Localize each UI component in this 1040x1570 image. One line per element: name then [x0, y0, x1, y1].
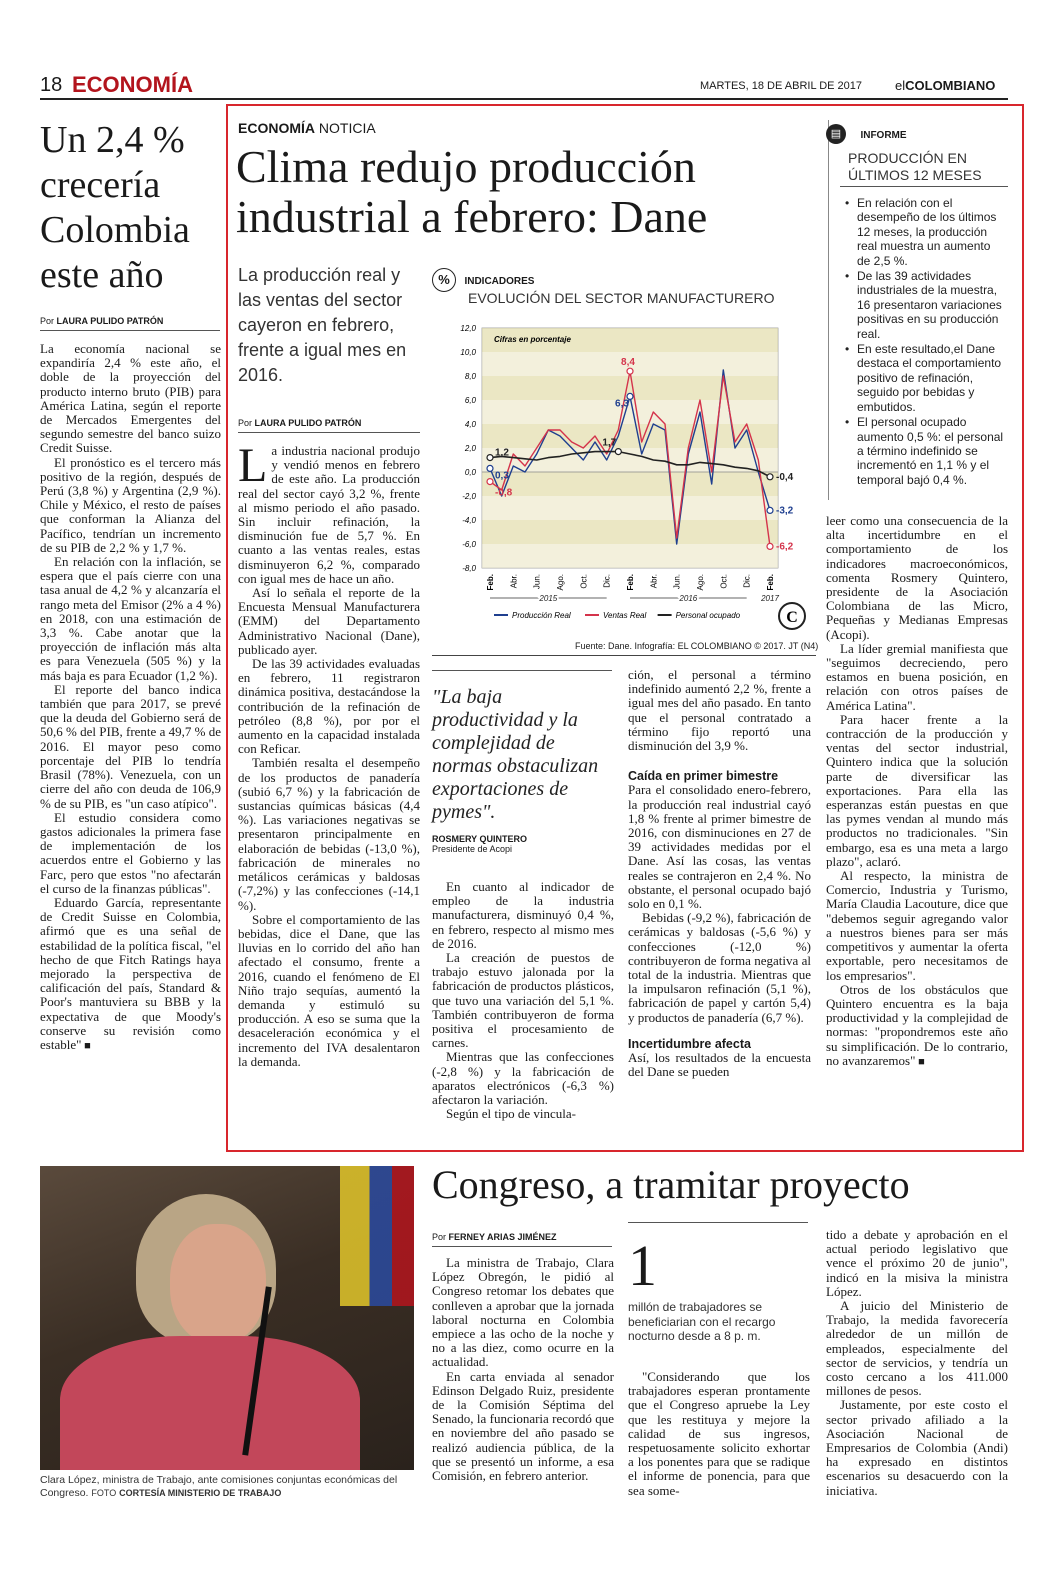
- list-item: • El personal ocupado aumento 0,5 %: el personal a término indefinido se incrementó en 1,1 % y el temporal bajó 0,4 %.: [845, 415, 1007, 487]
- list-item: • En este resultado,el Dane destaca el comportamiento positivo de refinación, seguido por bebidas y embutidos.: [845, 342, 1007, 414]
- bottom-col-3: [826, 1228, 1008, 1510]
- data-label: -3,2: [776, 505, 794, 517]
- main-summary: La producción real y las ventas del sector cayeron en febrero, frente a igual mes en 2016.: [238, 265, 407, 385]
- main-headline: Clima redujo producción industrial a febrero: Dane: [236, 141, 708, 242]
- document-icon: ▤: [826, 124, 846, 144]
- data-point: [767, 474, 773, 480]
- data-point: [767, 507, 773, 513]
- bottom-byline-rule: [432, 1246, 612, 1247]
- subhead: Caída en primer bimestre: [628, 769, 779, 784]
- page-number: 18: [40, 74, 63, 96]
- year-label: 2016: [679, 594, 698, 603]
- photo-caption: [40, 1474, 414, 1500]
- paragraph: El reporte del banco indica también que para 2017, se prevé que la deuda del Gobierno será de 50,6 % del PIB, frente a 49,7 % de 2016. El mayor peso como porcentaje del PIB lo tendría Brasil (78%). Venezuela, con un cierre del año con deuda de 106,9 % de su PIB, es "un caso atípico".: [40, 681, 221, 811]
- y-tick-label: -8,0: [462, 564, 476, 573]
- paragraph: Eduardo García, representante de Credit Suisse en Colombia, afirmó que es una señal de estabilidad de la política fiscal, "el hecho de que Fitch Ratings haya mejorado la perspectiva de calificación del país, Standard & Poor's mantuviera su BBB y la expectativa de que Moody's conserve su revisión como estable" ■: [40, 896, 221, 1053]
- byline-name: LAURA PULIDO PATRÓN: [254, 418, 362, 428]
- paragraph: En cuanto al indicador de empleo de la industria manufacturera, disminuyó 0,4 %, en febrero, respecto al mismo mes de 2016.: [432, 880, 614, 951]
- quote-role: Presidente de Acopi: [432, 844, 513, 854]
- left-byline-rule: [40, 330, 220, 331]
- paragraph: Así lo señala el reporte de la Encuesta Mensual Manufacturera (EMM) del Departamento Administrativo Nacional (Dane), publicado ayer.: [238, 585, 420, 657]
- paragraph: En carta enviada al senador Edinson Delgado Ruiz, presidente de la Comisión Séptima del Senado, la funcionaria recordó que en noviembre del año pasado se realizó audiencia pública, de la que se presentó un informe, a esa Comisión, en febrero anterior.: [432, 1368, 614, 1484]
- article-photo: [40, 1166, 414, 1470]
- publisher-logo-glyph: C: [786, 609, 798, 626]
- main-kicker: [238, 120, 376, 136]
- left-article-body: [40, 342, 221, 1132]
- chart-inner-label: Cifras en porcentaje: [494, 335, 571, 344]
- bottom-byline: [432, 1232, 557, 1242]
- data-point: [487, 465, 493, 471]
- year-label: 2017: [761, 594, 779, 603]
- drop-cap: L: [238, 444, 268, 492]
- pull-quote-rule: [432, 670, 612, 671]
- section-title: ECONOMÍA: [72, 72, 193, 97]
- pull-quote: [432, 670, 612, 854]
- data-label: -6,2: [776, 541, 794, 553]
- paragraph: La economía nacional se expandiría 2,4 % este año, el doble de la proyección del producto interno bruto (PIB) para América Latina, según el reporte de Mercados Emergentes del segundo semestre del banco suizo Credit Suisse.: [40, 342, 221, 456]
- paragraph: Bebidas (-9,2 %), fabricación de cerámicas y baldosas (-5,6 %) y confecciones (-12,0 %) contribuyeron de forma negativa al total de la industria. Mientras que la impulsaron refinación (5,1 %), fabricación de papel y cartón 5,4) y productos de panadería (6,7 %).: [628, 910, 811, 1025]
- paragraph: Para hacer frente a la contracción de la producción y ventas del sector industrial, Quintero indica que la solución parte de diversificar las exportaciones. Para ella las esperanzas están puestas en que las pymes vendan al mundo más productos no tradicionales. "Sin embargo, esa es una meta a largo plazo", aclaró.: [826, 711, 1008, 869]
- paragraph: La creación de puestos de trabajo estuvo jalonada por la fabricación de productos plásticos, que tuvo una variación del 5,1 %. También contribuyeron de forma positiva el procesamiento de carnes.: [432, 950, 614, 1051]
- paragraph: En relación con la inflación, se espera que el país cierre con una tasa anual de 4,2 % y alcanzaría el rango meta del Emisor (2% a 4 %) en 2018, con una estimación de 3,3 %. Cabe anotar que la proyección de inflación más alta es para Venezuela (505 %) y la más baja es para Ecuador (1,2 %).: [40, 554, 221, 683]
- byline-prefix: Por: [40, 316, 55, 326]
- y-tick-label: 12,0: [460, 324, 476, 333]
- x-tick-label: Feb.: [766, 574, 775, 591]
- masthead-logo: [895, 78, 995, 93]
- x-tick-label: Feb.: [486, 574, 495, 591]
- main-col-1: [238, 444, 420, 1134]
- grid-band: [482, 400, 778, 424]
- main-byline-rule: [238, 432, 420, 433]
- data-point: [627, 368, 633, 374]
- paragraph: leer como una consecuencia de la alta incertidumbre en el comportamiento de los indicadores macroeconómicos, comenta Rosmery Quintero, presidente de la Asociación Colombiana de las Micro, Pequeñas y Medianas Empresas (Acopi).: [826, 514, 1008, 642]
- main-col-2: [432, 880, 614, 1134]
- x-tick-label: Oct.: [579, 574, 589, 589]
- subhead: Incertidumbre afecta: [628, 1036, 751, 1051]
- big-number-text: millón de trabajadores se beneficiarian con el recargo nocturno desde a 8 p. m.: [628, 1300, 776, 1343]
- infobox-header: [826, 124, 907, 144]
- paragraph: El pronóstico es el tercero más positivo de la región, después de Perú (3,8 %) y Argentina (2,9 %). Chile y México, el resto de países que conforman la Alianza del Pacífico, tendrían un incremento de su PIB de 2,2 % y 1,7 %.: [40, 454, 221, 555]
- x-tick-label: Dic.: [742, 574, 752, 588]
- grid-band: [482, 544, 778, 568]
- y-tick-label: 6,0: [464, 396, 476, 405]
- percent-icon: %: [432, 268, 456, 292]
- paragraph: De las 39 actividades evaluadas en febrero, 11 registraron dinámica positiva, destacándose la contribución de la refinación de petróleo (8,8 %), por por el aumento en la capacidad instalada con Reficar.: [238, 656, 420, 757]
- x-tick-label: Feb.: [626, 574, 635, 591]
- data-label: 1,2: [495, 447, 509, 459]
- byline-name: FERNEY ARIAS JIMÉNEZ: [448, 1232, 557, 1242]
- x-tick-label: Abr.: [509, 574, 519, 589]
- main-col-4: [826, 514, 1008, 1134]
- y-tick-label: 10,0: [460, 348, 476, 357]
- paragraph: El estudio considera como gastos adicionales la primera fase de implementación de los acuerdos entre el Gobierno y las Farc, pero que estos "no afectarán el curso de la finanzas públicas".: [40, 809, 221, 896]
- bottom-headline: Congreso, a tramitar proyecto: [432, 1162, 910, 1207]
- x-tick-label: Jun.: [672, 574, 682, 590]
- list-item: • De las 39 actividades industriales de la muestra, 16 presentaron variaciones positivas en su producción real.: [845, 269, 1007, 341]
- chart-bottom-rule: [432, 655, 816, 656]
- grid-band: [482, 520, 778, 544]
- paragraph: La líder gremial manifiesta que "seguimos decreciendo, pero estamos en buena posición, en relación con otros países de América Latina".: [826, 640, 1008, 713]
- y-tick-label: -4,0: [462, 516, 476, 525]
- data-point: [767, 543, 773, 549]
- photo-person-face: [170, 1224, 266, 1344]
- caption-text: Clara López, ministra de Trabajo, ante comisiones conjuntas económicas del Congreso.: [40, 1474, 398, 1499]
- y-tick-label: -2,0: [462, 492, 476, 501]
- infobox-list: [845, 196, 1007, 488]
- byline-name: LAURA PULIDO PATRÓN: [56, 316, 164, 326]
- paragraph: Así, los resultados de la encuesta del Dane se pueden: [628, 1050, 811, 1080]
- paragraph: La ministra de Trabajo, Clara López Obregón, le pidió al Congreso retomar los debates que conlleven a aprobar que la jornada laboral nocturna en Colombia empiece a las ocho de la noche y no a las diez, como ocurre en la actualidad.: [432, 1256, 614, 1370]
- data-point: [487, 455, 493, 461]
- x-tick-label: Ago.: [556, 574, 565, 591]
- byline-prefix: Por: [432, 1232, 447, 1242]
- x-tick-label: Dic.: [602, 574, 612, 588]
- bottom-col-2: [628, 1370, 810, 1508]
- bottom-col-1: [432, 1256, 614, 1508]
- main-byline: [238, 418, 361, 428]
- data-point: [487, 479, 493, 485]
- masthead-prefix: el: [895, 78, 906, 93]
- paragraph: También resalta el desempeño de los productos de panadería (subió 6,7 %) y la fabricación de sustancias químicas básicas (4,4 %). Las variaciones negativas se presentaron principalmente en elaboración de bebidas (-13,0 %), fabricación de minerales no metálicos cerámicas y baldosas (-7,2%) y las confecciones (-14,1 %).: [238, 755, 420, 913]
- left-headline: Un 2,4 % crecería Colombia este año: [40, 119, 190, 296]
- photo-credit: CORTESÍA MINISTERIO DE TRABAJO: [119, 1488, 282, 1498]
- data-label: -0,4: [776, 471, 794, 483]
- photo-credit-prefix: FOTO: [91, 1488, 117, 1498]
- legend-label: Ventas Real: [603, 611, 647, 620]
- chart-source: Fuente: Dane. Infografía: EL COLOMBIANO © 2017. JT (N4): [575, 641, 819, 651]
- paragraph: Para el consolidado enero-febrero, la producción real industrial cayó 1,8 % frente al primer bimestre de 2016, con disminuciones en 27 de 39 actividades medidas por el Dane. Así las cosas, las ventas reales se contrajeron en 2,4 %. No obstante, el personal ocupado bajó solo en 0,1 %.: [628, 782, 811, 912]
- data-label: -0,8: [495, 487, 513, 499]
- chart-title: EVOLUCIÓN DEL SECTOR MANUFACTURERO: [468, 290, 775, 306]
- x-tick-label: Abr.: [649, 574, 659, 589]
- quote-text: "La baja productividad y la complejidad de normas obstaculizan exportaciones de pymes".: [432, 686, 599, 823]
- issue-date: MARTES, 18 DE ABRIL DE 2017: [700, 80, 863, 92]
- bottom-stat-rule: [628, 1222, 808, 1223]
- kicker-text: NOTICIA: [318, 120, 376, 136]
- byline-prefix: Por: [238, 418, 253, 428]
- grid-band: [482, 448, 778, 472]
- grid-band: [482, 496, 778, 520]
- big-number: 1: [628, 1233, 657, 1298]
- data-point: [615, 449, 621, 455]
- paragraph: A juicio del Ministerio de Trabajo, la medida favorecería alrededor de un millón de empleados, especialmente del sector de servicios, y tendría un costo cercano a los 411.000 millones de pesos.: [826, 1298, 1008, 1399]
- infobox-title-rule: [840, 186, 1008, 187]
- infobox-label: INFORME: [860, 130, 907, 142]
- legend-label: Personal ocupado: [675, 611, 741, 620]
- y-tick-label: 2,0: [464, 444, 476, 453]
- chart-label: INDICADORES: [464, 276, 535, 288]
- y-tick-label: 0,0: [464, 468, 476, 477]
- paragraph: Justamente, por este costo el sector privado afiliado a la Asociación Nacional de Empresarios de Colombia (Andi) ha expresado en distintos escenarios su desacuerdo con la iniciativa.: [826, 1397, 1008, 1498]
- paragraph: Según el tipo de vincula-: [446, 1106, 576, 1122]
- main-col-3: [628, 668, 811, 1134]
- list-item: • En relación con el desempeño de los últimos 12 meses, la producción real muestra un aumento de 2,5 %.: [845, 196, 1007, 268]
- x-tick-label: Oct.: [719, 574, 729, 589]
- lead-text: a industria nacional produjo y vendió menos en febrero de este año. La producción real del sector cayó 3,2 %, frente al mismo periodo el año pasado. Sin incluir refinación, la disminución fue de 5,7 %. En cuanto a las ventas reales, estas disminuyeron 6,2 %, comparado con igual mes de hace un año.: [238, 444, 420, 586]
- y-tick-label: -6,0: [462, 540, 476, 549]
- x-tick-label: Ago.: [696, 574, 705, 591]
- photo-person-body: [60, 1336, 360, 1470]
- data-label: 0,3: [495, 470, 509, 482]
- paragraph: tido a debate y aprobación en el actual periodo legislativo que vence el próximo 20 de junio", indicó en la misiva la ministra López.: [826, 1228, 1008, 1299]
- kicker-bold: ECONOMÍA: [238, 120, 315, 136]
- header-rule: [40, 98, 1008, 100]
- left-byline: [40, 316, 163, 326]
- infobox-title: PRODUCCIÓN EN ÚLTIMOS 12 MESES: [848, 150, 982, 183]
- paragraph: [238, 444, 420, 586]
- paragraph: Otros de los obstáculos que Quintero encuentra es la baja productividad y la complejidad de normas: "propondremos este año su simplificación. De lo contrario, no avanzaremos" ■: [826, 983, 1008, 1069]
- paragraph: Sobre el comportamiento de las bebidas, dice el Dane, que las lluvias en lo corrido del año han afectado el consumo, frente a 2016, cuando el fenómeno de El Niño trajo sequías, aumentó la demanda y estimuló su producción. A eso se suma que la desaceleración económica y el incremento del IVA desalentaron la demanda.: [238, 911, 420, 1069]
- manufacturing-chart: [430, 310, 815, 650]
- paragraph: Al respecto, la ministra de Comercio, Industria y Turismo, María Claudia Lacouture, dice que "debemos seguir agregando valor a nuestros bienes para ser más competitivos y aumentar la oferta exportable, pero necesitamos de los empresarios".: [826, 868, 1008, 983]
- chart-header: [432, 268, 812, 292]
- data-label: 1,7: [602, 437, 617, 449]
- year-label: 2015: [539, 594, 558, 603]
- paragraph: "Considerando que los trabajadores esperan prontamente que el Congreso apruebe la Ley que les restituya y mejore la calidad de sus ingresos, respetuosamente solicito exhortar a los ponentes para que se radique el informe de ponencia, para que sea some-: [628, 1370, 810, 1498]
- photo-flag: [340, 1166, 414, 1306]
- data-label: 6,3: [615, 398, 629, 410]
- paragraph: Mientras que las confecciones (-2,8 %) y la fabricación de aparatos electrónicos (-6,3 %) afectaron la variación.: [432, 1049, 614, 1108]
- x-tick-label: Jun.: [532, 574, 542, 590]
- quote-author: ROSMERY QUINTERO: [432, 834, 528, 844]
- grid-band: [482, 472, 778, 496]
- y-tick-label: 8,0: [464, 372, 476, 381]
- data-label: 8,4: [621, 357, 635, 369]
- paragraph: ción, el personal a término indefinido aumentó 2,2 %, frente a igual mes del año pasado. En tanto que el personal contratado a término fijo reportó una disminución del 3,9 %.: [628, 668, 811, 754]
- legend-label: Producción Real: [512, 611, 571, 620]
- masthead-brand: COLOMBIANO: [905, 78, 996, 93]
- y-tick-label: 4,0: [464, 420, 476, 429]
